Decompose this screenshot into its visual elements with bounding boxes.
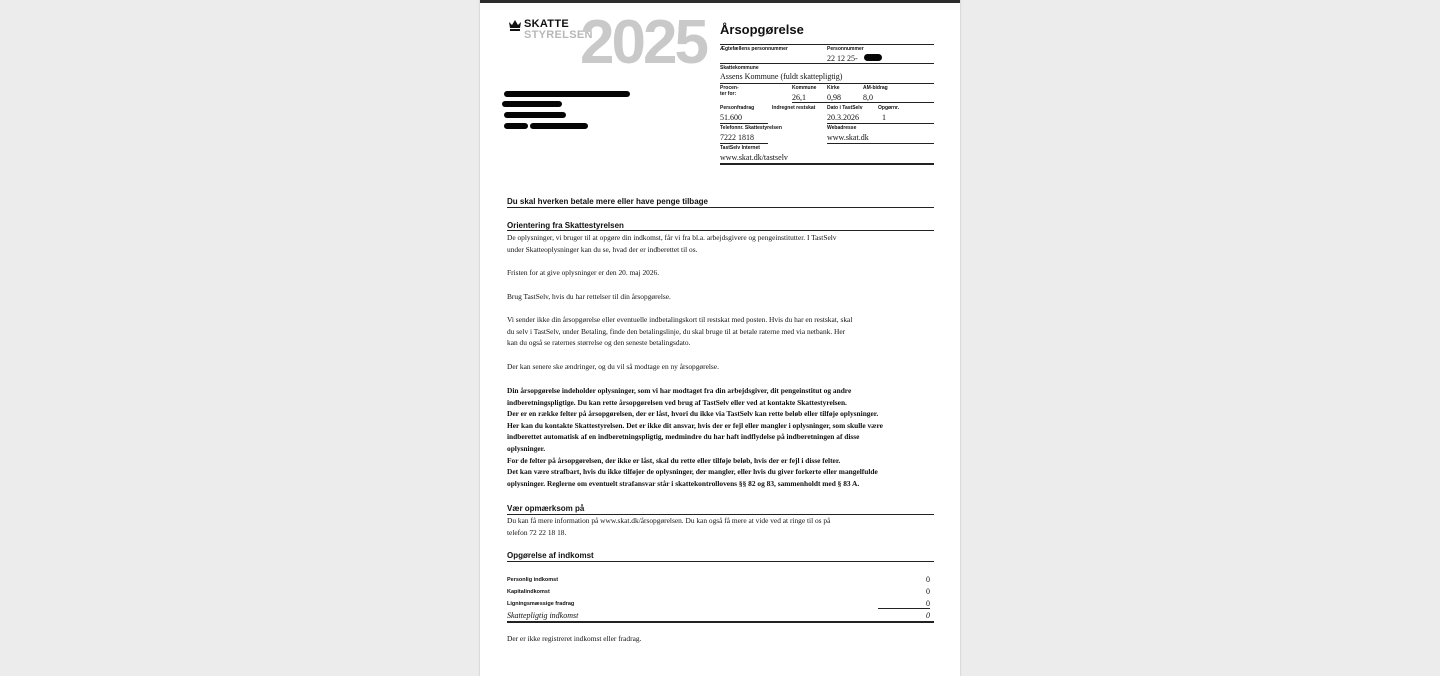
- income-row-capital-label: Kapitalindkomst: [507, 589, 550, 595]
- orientation-paragraph-3: Brug TastSelv, hvis du har rettelser til din årsopgørelse.: [507, 292, 671, 301]
- orientation-paragraph-1: De oplysninger, vi bruger til at opgøre din indkomst, får vi fra bl.a. arbejdsgivere og pengeinstitutter. I TastSelv under Skatteoplysninger kan du se, hvad der er indberettet til os.: [507, 233, 837, 254]
- income-footer-note: Der er ikke registreret indkomst eller fradrag.: [507, 634, 642, 643]
- dato-value: 20.3.2026: [827, 113, 859, 122]
- kirke-label: Kirke: [827, 85, 840, 91]
- tastselv-value: www.skat.dk/tastselv: [720, 153, 788, 162]
- year-watermark: 2025: [580, 8, 706, 77]
- page-top-border: [480, 0, 960, 3]
- phone-label: Telefonnr. Skattestyrelsen: [720, 125, 782, 131]
- am-bidrag-label: AM-bidrag: [863, 85, 888, 91]
- agency-name-line1: SKATTE: [524, 18, 569, 30]
- personfradrag-label: Personfradrag: [720, 105, 755, 111]
- orientation-legal-notice: Din årsopgørelse indeholder oplysninger, som vi har modtaget fra din arbejdsgiver, dit pengeinstitut og andre indberetningspligtige. Du kan rette årsopgørelsen ved brug af TastSelv eller ved at kontakte Skattestyrelsen. Der er en række felter på årsopgørelsen, der er låst, hvori du ikke via TastSelv kan rette beløb eller tilføje oplysninger. Her kan du kontakte Skattestyrelsen. Det er ikke dit ansvar, hvis der er fejl eller mangler i oplysninger, som skulle være indberettet automatisk af en indberetningspligtig, medmindre du har haft indflydelse på indberetningen af disse oplysninger. For de felter på årsopgørelsen, der ikke er låst, skal du rette eller tilføje beløb, hvis der er fejl i disse felter. Det kan være strafbart, hvis du ikke tilføjer de oplysninger, der mangler, eller hvis du giver forkerte eller mangelfulde oplysninger. Reglerne om eventuelt strafansvar står i skattekontrollovens §§ 82 og 83, sammenholdt med § 83 A.: [507, 386, 883, 488]
- cpr-label: Personnummer: [827, 46, 864, 52]
- redacted-name: [504, 91, 630, 97]
- income-row-personal-value: 0: [926, 575, 930, 584]
- income-row-taxable-label: Skattepligtig indkomst: [507, 611, 579, 620]
- personfradrag-value: 51.600: [720, 113, 742, 122]
- percentages-label: Procen- ter for:: [720, 85, 739, 97]
- orientation-paragraph-4: Vi sender ikke din årsopgørelse eller eventuelle indbetalingskort til restskat med posten. Hvis du har en restskat, skal du selv i TastSelv, under Betaling, finde den betalingslinje, du skal bruge til at betale raterne med via netbank. Her kan du også se raternes størrelse og den seneste betalingsdato.: [507, 315, 853, 348]
- municipality-value: Assens Kommune (fuldt skattepligtig): [720, 72, 843, 81]
- agency-name-line2: STYRELSEN: [524, 29, 593, 41]
- opgnr-label: Opgørnr.: [878, 105, 900, 111]
- crown-icon: [508, 18, 522, 32]
- document-page: [480, 0, 960, 676]
- orientation-paragraph-5: Der kan senere ske ændringer, og du vil så modtage en ny årsopgørelse.: [507, 362, 719, 371]
- income-row-taxable-value: 0: [926, 611, 930, 620]
- redacted-address-2: [504, 112, 566, 118]
- tastselv-label: TastSelv Internet: [720, 145, 760, 151]
- opgnr-value: 1: [882, 113, 886, 122]
- spouse-cpr-label: Ægtefællens personnummer: [720, 46, 788, 52]
- redacted-postcode: [504, 123, 528, 129]
- web-value: www.skat.dk: [827, 133, 869, 142]
- summary-heading: Du skal hverken betale mere eller have penge tilbage: [507, 197, 708, 206]
- am-bidrag-value: 8,0: [863, 93, 873, 102]
- redacted-city: [530, 123, 588, 129]
- phone-value: 7222 1818: [720, 133, 754, 142]
- info-box: [720, 44, 934, 166]
- income-row-capital-value: 0: [926, 587, 930, 596]
- orientation-paragraph-2: Fristen for at give oplysninger er den 20. maj 2026.: [507, 268, 660, 277]
- redacted-cpr-suffix: [864, 54, 882, 61]
- income-heading: Opgørelse af indkomst: [507, 551, 594, 560]
- redacted-address-1: [502, 101, 562, 107]
- dato-label: Dato i TastSelv: [827, 105, 863, 111]
- cpr-value: 22 12 25-: [827, 54, 858, 63]
- income-row-deductions-label: Ligningsmæssige fradrag: [507, 601, 575, 607]
- orientation-heading: Orientering fra Skattestyrelsen: [507, 221, 624, 230]
- document-title: Årsopgørelse: [720, 22, 804, 37]
- attention-text: Du kan få mere information på www.skat.dk/årsopgørelsen. Du kan også få mere at vide ved at ringe til os på telefon 72 22 18 18.: [507, 516, 831, 537]
- restskat-label: Indregnet restskat: [772, 105, 816, 111]
- kommune-label: Kommune: [792, 85, 817, 91]
- income-row-personal-label: Personlig indkomst: [507, 577, 559, 583]
- municipality-label: Skattekommune: [720, 65, 759, 71]
- income-row-deductions-value: 0: [926, 599, 930, 608]
- web-label: Webadresse: [827, 125, 857, 131]
- attention-heading: Vær opmærksom på: [507, 504, 585, 513]
- kommune-value: 26,1: [792, 93, 806, 102]
- kirke-value: 0,98: [827, 93, 841, 102]
